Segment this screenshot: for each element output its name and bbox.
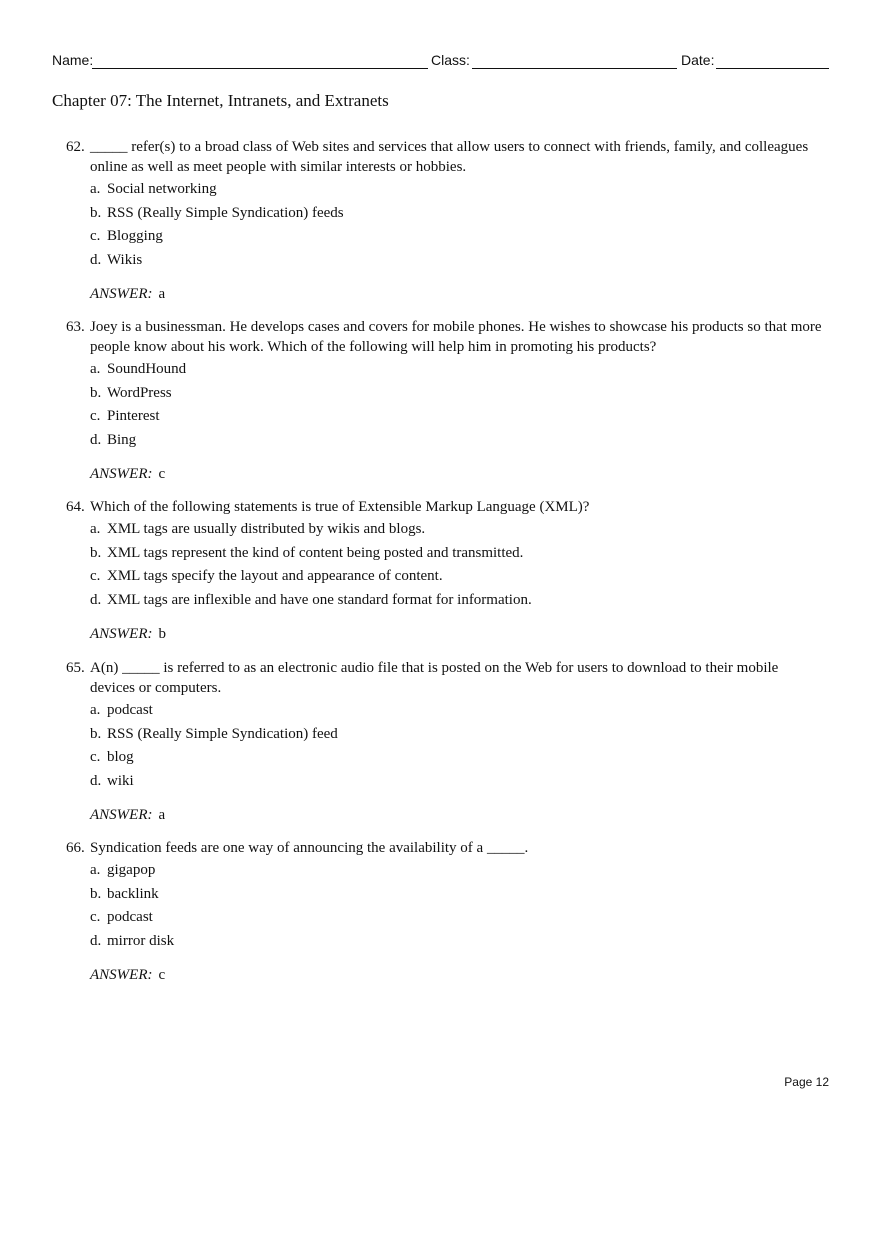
option-a: a. XML tags are usually distributed by wikis and blogs. [90, 521, 426, 537]
question-number: 65. [66, 660, 85, 676]
option-d: d. Bing [90, 432, 137, 449]
question-66 [66, 838, 826, 985]
question-stem [66, 137, 826, 177]
option-c: c. podcast [90, 909, 153, 926]
answer-line: ANSWER: b [90, 625, 166, 642]
question-number: 64. [66, 499, 85, 515]
answer-line: ANSWER: c [90, 966, 166, 983]
answer-value: a [158, 285, 166, 302]
options-list [90, 700, 826, 795]
question-text: _____ refer(s) to a broad class of Web sites and services that allow users to connect with friends, family, and colleagues online as well as meet people with similar interests or hobbies. [90, 139, 809, 175]
answer-line: ANSWER: a [90, 806, 166, 823]
page-number: Page 12 [784, 1075, 829, 1089]
question-64 [66, 497, 826, 644]
answer-value: c [158, 966, 166, 983]
question-text: Joey is a businessman. He develops cases and covers for mobile phones. He wishes to showcase his products so that more people know about his work. Which of the following will help him in promoting his products? [90, 319, 822, 355]
option-a: a. SoundHound [90, 361, 187, 377]
question-number: 66. [66, 840, 85, 856]
question-stem [66, 317, 826, 357]
name-label: Name: [52, 52, 94, 68]
option-a: a. gigapop [90, 862, 156, 878]
question-65 [66, 658, 826, 825]
option-b: b. backlink [90, 885, 159, 902]
answer-line: ANSWER: c [90, 465, 166, 482]
question-text: Which of the following statements is true of Extensible Markup Language (XML)? [90, 499, 590, 515]
question-stem [66, 658, 826, 698]
option-d: d. Wikis [90, 252, 143, 269]
class-line [472, 68, 677, 69]
question-stem [66, 838, 826, 858]
answer-line: ANSWER: a [90, 285, 166, 302]
question-62 [66, 137, 826, 304]
question-number: 63. [66, 319, 85, 335]
options-list [90, 860, 826, 955]
class-label: Class: [431, 52, 470, 68]
question-number: 62. [66, 139, 85, 155]
date-label: Date: [681, 52, 715, 68]
option-c: c. blog [90, 749, 134, 766]
option-d: d. wiki [90, 773, 134, 790]
name-line [92, 68, 428, 69]
option-b: b. RSS (Really Simple Syndication) feeds [90, 204, 344, 221]
option-c: c. Blogging [90, 228, 163, 245]
options-list [90, 179, 826, 274]
chapter-title: Chapter 07: The Internet, Intranets, and Extranets [52, 91, 389, 110]
worksheet-header [52, 52, 829, 74]
date-line [716, 68, 829, 69]
option-c: c. XML tags specify the layout and appearance of content. [90, 568, 443, 585]
option-b: b. RSS (Really Simple Syndication) feed [90, 725, 338, 742]
option-a: a. Social networking [90, 181, 217, 197]
answer-value: b [158, 625, 166, 642]
question-63 [66, 317, 826, 484]
option-a: a. podcast [90, 702, 153, 718]
option-b: b. XML tags represent the kind of content being posted and transmitted. [90, 544, 524, 561]
option-b: b. WordPress [90, 384, 172, 401]
option-d: d. mirror disk [90, 933, 175, 950]
options-list [90, 359, 826, 454]
option-d: d. XML tags are inflexible and have one standard format for information. [90, 592, 532, 609]
option-c: c. Pinterest [90, 408, 160, 425]
answer-value: a [158, 806, 166, 823]
question-text: A(n) _____ is referred to as an electronic audio file that is posted on the Web for users to download to their mobile devices or computers. [90, 660, 779, 696]
question-stem [66, 497, 826, 517]
options-list [90, 519, 826, 614]
answer-value: c [158, 465, 166, 482]
question-text: Syndication feeds are one way of announcing the availability of a _____. [90, 840, 529, 856]
